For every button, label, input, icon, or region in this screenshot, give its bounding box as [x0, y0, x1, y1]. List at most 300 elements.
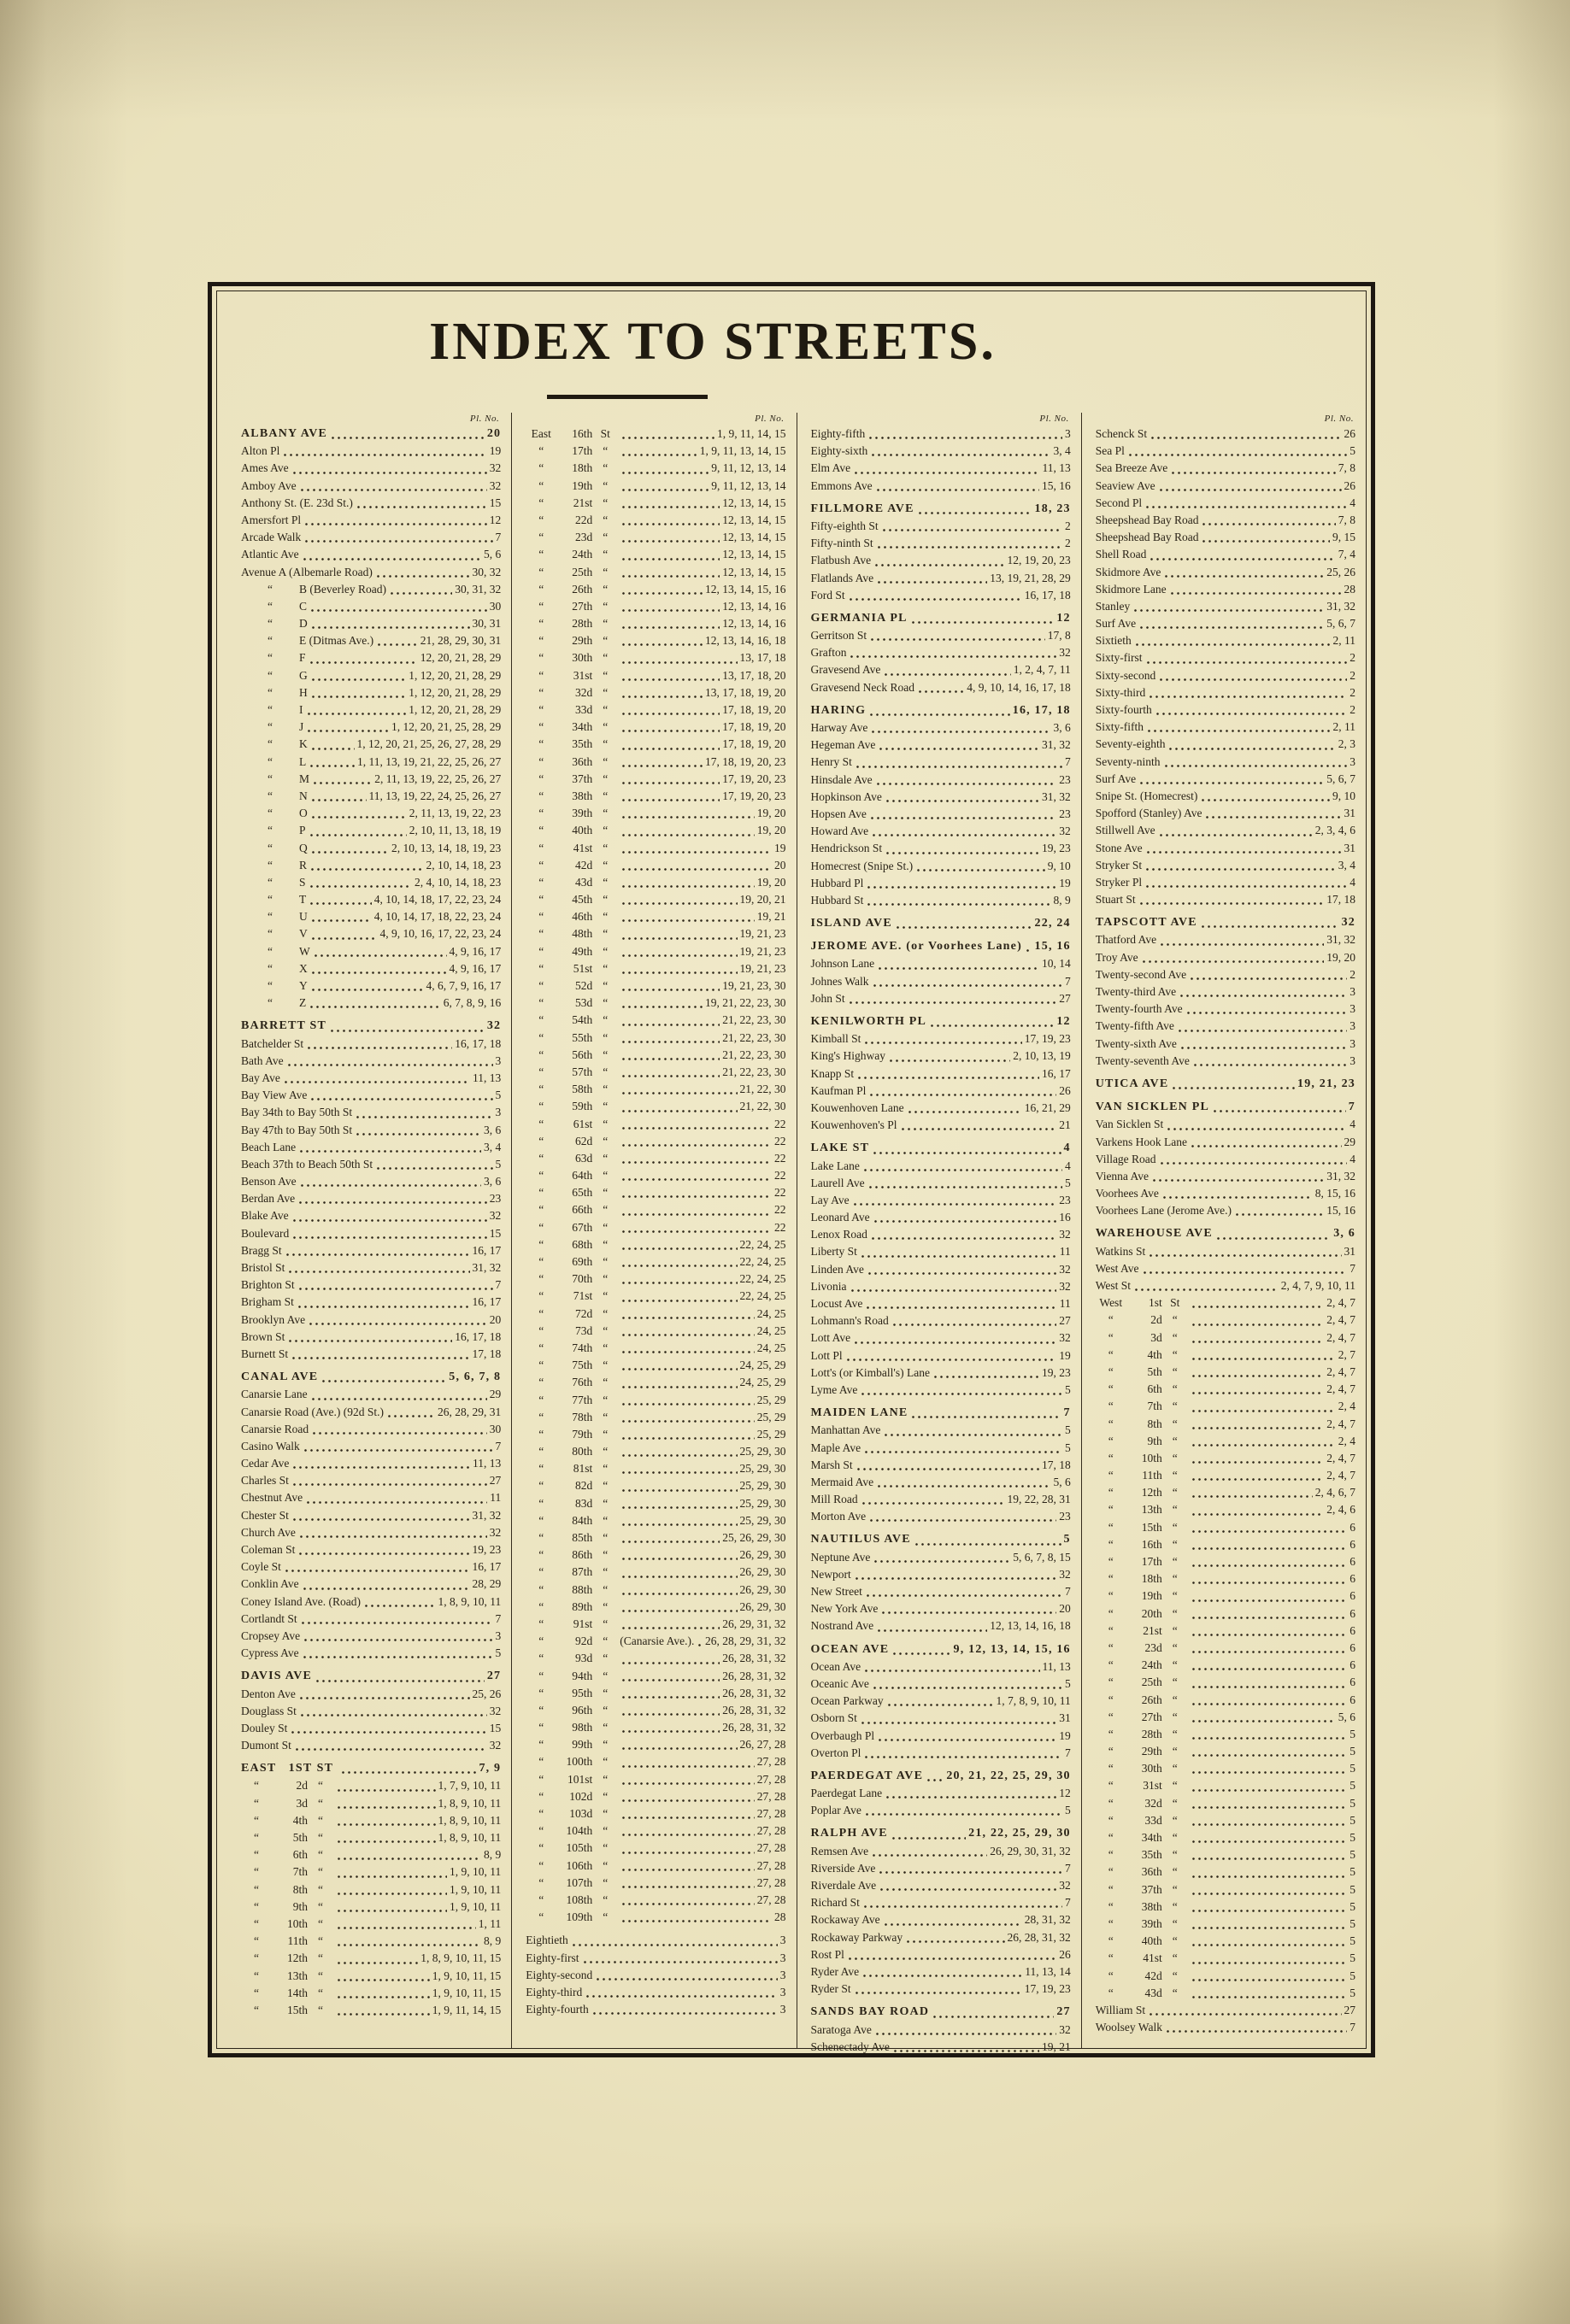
- entry-name: “ 40th “: [1108, 1934, 1178, 1948]
- entry-name: “ 41st “: [1108, 1951, 1178, 1965]
- entry-pages: 5: [1065, 1382, 1071, 1396]
- entry-pages: 22, 24, 25: [739, 1272, 786, 1286]
- entry-pages: 32: [1059, 1228, 1071, 1241]
- dot-leader: [1151, 1179, 1324, 1182]
- entry-pages: 6: [1349, 1623, 1355, 1637]
- entry-name: Fifty-eighth St: [810, 519, 879, 532]
- entry-pages: 23: [489, 1192, 502, 1206]
- entry-name: CANAL AVE: [241, 1370, 319, 1384]
- entry-name: “ 35th “: [538, 737, 609, 751]
- entry-pages: 23: [1059, 807, 1071, 820]
- entry-pages: 21, 22, 23, 30: [722, 1013, 786, 1027]
- dot-leader: [865, 1306, 1056, 1309]
- entry-pages: 32: [1059, 1331, 1071, 1345]
- index-row: [241, 840, 501, 857]
- index-row: [241, 788, 501, 805]
- dot-leader: [620, 1300, 737, 1302]
- index-row: [526, 1840, 785, 1857]
- index-row: [1096, 1347, 1355, 1364]
- dot-leader: [1191, 1478, 1325, 1481]
- entry-name: “ 42d “: [1108, 1969, 1178, 1982]
- index-row: [526, 805, 785, 822]
- dot-leader: [1191, 1996, 1348, 1998]
- dot-leader: [620, 1730, 720, 1733]
- entry-name: Shell Road: [1095, 548, 1147, 561]
- index-row: [241, 460, 501, 477]
- index-row: [1096, 1134, 1355, 1151]
- entry-name: “ 52d “: [538, 979, 609, 992]
- entry-name: Alton Pl: [241, 444, 280, 458]
- index-row: [241, 1611, 501, 1628]
- entry-name: Anthony St. (E. 23d St.): [241, 496, 353, 509]
- dot-leader: [620, 1713, 720, 1716]
- entry-name: “ 39th “: [538, 807, 609, 820]
- dot-leader: [311, 1432, 487, 1435]
- dot-leader: [375, 1167, 492, 1170]
- entry-name: Gravesend Neck Road: [810, 680, 914, 694]
- entry-name: “ 51st “: [538, 961, 609, 975]
- dot-leader: [852, 1203, 1057, 1206]
- entry-name: Brigham St: [241, 1295, 294, 1309]
- entry-pages: 31: [1344, 807, 1355, 820]
- index-row: [241, 1863, 501, 1881]
- entry-name: Sixty-third: [1095, 685, 1146, 699]
- entry-pages: 27: [489, 1474, 502, 1488]
- index-row: [526, 1443, 785, 1460]
- dot-leader: [860, 1393, 1062, 1395]
- entry-pages: 16: [1059, 1211, 1071, 1224]
- entry-pages: 13, 19, 21, 28, 29: [990, 571, 1071, 584]
- dot-leader: [697, 1644, 703, 1646]
- entry-name: DAVIS AVE: [241, 1670, 313, 1683]
- entry-name: “ 18th “: [1108, 1572, 1178, 1586]
- index-row: [811, 1693, 1071, 1710]
- entry-name: Thatford Ave: [1095, 933, 1157, 947]
- entry-pages: 4, 9, 10, 14, 16, 17, 18: [967, 680, 1071, 694]
- dot-leader: [1177, 1030, 1347, 1032]
- index-row: [811, 823, 1071, 840]
- dot-leader: [620, 1041, 720, 1043]
- dot-leader: [1145, 661, 1348, 664]
- entry-name: “ 38th “: [1108, 1899, 1178, 1913]
- dot-leader: [891, 1652, 950, 1655]
- index-row: [241, 1846, 501, 1863]
- entry-pages: 1, 7, 8, 9, 10, 11: [996, 1694, 1071, 1708]
- entry-name: “ 46th “: [538, 910, 609, 924]
- index-row: [241, 891, 501, 908]
- index-row: [241, 771, 501, 788]
- dot-leader: [883, 673, 1010, 676]
- entry-pages: 2, 10, 14, 18, 23: [426, 858, 502, 872]
- entry-pages: 18, 23: [1034, 502, 1071, 515]
- entry-pages: 12, 13, 14, 15: [722, 531, 786, 544]
- entry-name: Fifty-ninth St: [810, 537, 873, 550]
- dot-leader: [283, 1081, 470, 1083]
- entry-pages: 22, 24: [1034, 917, 1071, 930]
- dot-leader: [873, 564, 1004, 566]
- entry-name: Schenectady Ave: [810, 2039, 890, 2053]
- entry-pages: 21, 22, 23, 30: [722, 1048, 786, 1061]
- entry-pages: 32: [489, 1704, 502, 1717]
- entry-name: “ 87th “: [538, 1565, 609, 1579]
- dot-leader: [310, 937, 378, 940]
- entry-pages: 11, 13: [473, 1457, 502, 1470]
- index-row: [1096, 1398, 1355, 1415]
- index-row: [241, 478, 501, 495]
- entry-pages: 12, 13, 14, 15: [722, 496, 786, 509]
- entry-pages: 7: [1349, 2021, 1355, 2034]
- entry-name: “ S: [268, 875, 306, 889]
- entry-name: “ 13th “: [1108, 1503, 1178, 1517]
- entry-name: Ryder Ave: [810, 1964, 860, 1978]
- index-row: [1096, 529, 1355, 546]
- entry-pages: 19: [489, 444, 502, 458]
- entry-name: Hegeman Ave: [810, 738, 876, 752]
- entry-name: “ 2d “: [254, 1779, 323, 1793]
- index-row: [811, 737, 1071, 754]
- entry-pages: 7: [1065, 755, 1071, 769]
- index-row: [241, 1777, 501, 1794]
- dot-leader: [876, 581, 987, 584]
- index-row: [811, 518, 1071, 535]
- dot-leader: [915, 869, 1045, 872]
- index-row: [1096, 822, 1355, 839]
- dot-leader: [867, 1272, 1056, 1275]
- dot-leader: [1189, 977, 1347, 980]
- dot-leader: [620, 1489, 737, 1492]
- entry-pages: 1, 8, 9, 10, 11, 15: [420, 1951, 502, 1965]
- entry-name: Leonard Ave: [810, 1211, 870, 1224]
- entry-pages: 15, 16: [1326, 1204, 1355, 1218]
- entry-pages: 19, 20: [1326, 950, 1355, 964]
- index-row: [241, 1259, 501, 1276]
- index-row: [241, 1139, 501, 1156]
- index-row: [526, 1950, 785, 1967]
- dot-leader: [585, 1995, 778, 1998]
- dot-leader: [620, 868, 772, 871]
- index-row: [526, 701, 785, 719]
- index-row: [811, 1600, 1071, 1617]
- entry-name: “ 24th “: [1108, 1658, 1178, 1672]
- entry-pages: 4: [1349, 1152, 1355, 1165]
- dot-leader: [330, 437, 485, 439]
- index-row: [526, 822, 785, 839]
- entry-name: WAREHOUSE AVE: [1095, 1227, 1213, 1241]
- dot-leader: [872, 984, 1062, 987]
- entry-pages: 3: [779, 1951, 786, 1964]
- index-row: [526, 1822, 785, 1840]
- entry-pages: 5: [495, 1089, 502, 1102]
- entry-pages: 24, 25, 29: [739, 1376, 786, 1389]
- index-row: [526, 977, 785, 995]
- dot-leader: [1138, 626, 1324, 629]
- dot-leader: [312, 782, 372, 784]
- index-row: [811, 1785, 1071, 1802]
- index-row: [1096, 1467, 1355, 1484]
- entry-pages: 32: [1059, 1567, 1071, 1581]
- dot-leader: [854, 1992, 1022, 1994]
- entry-name: “ 77th “: [538, 1393, 609, 1406]
- dot-leader: [310, 695, 407, 698]
- entry-pages: 26, 29, 30, 31, 32: [990, 1844, 1071, 1857]
- index-row: [241, 1720, 501, 1737]
- index-row: [1096, 1243, 1355, 1260]
- index-row: [241, 425, 501, 443]
- entry-name: Brooklyn Ave: [241, 1312, 306, 1326]
- entry-pages: 2: [1349, 703, 1355, 716]
- dot-leader: [1191, 1582, 1348, 1584]
- entry-pages: 8, 9: [484, 1934, 502, 1948]
- index-row: [811, 679, 1071, 696]
- index-row: [526, 1323, 785, 1340]
- entry-pages: 11: [490, 1491, 502, 1505]
- entry-name: Stillwell Ave: [1095, 824, 1155, 837]
- index-row: [811, 1728, 1071, 1745]
- entry-pages: 7: [495, 1439, 502, 1452]
- entry-name: “ 72d “: [538, 1306, 609, 1320]
- index-row: [1096, 1657, 1355, 1674]
- entry-name: BARRETT ST: [241, 1019, 327, 1033]
- dot-leader: [620, 816, 755, 819]
- index-row: [811, 1065, 1071, 1083]
- index-row: [811, 1261, 1071, 1278]
- entry-pages: 5, 6, 7, 8: [449, 1370, 502, 1384]
- dot-leader: [1185, 1012, 1348, 1014]
- dot-leader: [620, 902, 737, 905]
- entry-name: Village Road: [1095, 1152, 1156, 1165]
- dot-leader: [1144, 885, 1347, 888]
- entry-name: Seventy-eighth: [1095, 737, 1166, 751]
- entry-pages: 3: [495, 1053, 502, 1067]
- entry-name: East 16th St: [531, 427, 610, 440]
- entry-name: “ O: [268, 807, 308, 820]
- entry-pages: 1, 9, 10, 11: [450, 1899, 502, 1913]
- entry-name: “ 104th “: [538, 1824, 609, 1838]
- index-row: [526, 1374, 785, 1391]
- dot-leader: [620, 626, 720, 629]
- index-row: [241, 495, 501, 512]
- entry-pages: 6: [1349, 1640, 1355, 1654]
- entry-pages: 7: [1065, 1585, 1071, 1598]
- entry-pages: 3: [779, 1934, 786, 1947]
- index-row: [526, 857, 785, 874]
- entry-pages: 27, 28: [756, 1858, 786, 1872]
- entry-name: “ 69th “: [538, 1255, 609, 1268]
- index-row: [811, 1347, 1071, 1364]
- entry-name: “ 26th “: [538, 582, 609, 596]
- dot-leader: [1146, 730, 1331, 732]
- dot-leader: [1149, 558, 1335, 560]
- entry-pages: 12, 13, 14, 16, 18: [705, 634, 786, 648]
- dot-leader: [1191, 1962, 1348, 1964]
- entry-pages: 26: [1344, 427, 1355, 440]
- index-row: [1096, 1674, 1355, 1691]
- entry-name: “ C: [268, 599, 308, 613]
- dot-leader: [910, 621, 1055, 624]
- index-row: [811, 1457, 1071, 1474]
- dot-leader: [883, 1923, 1022, 1926]
- entry-pages: 3, 4: [484, 1140, 502, 1153]
- dot-leader: [620, 748, 720, 750]
- entry-pages: 28: [1344, 582, 1355, 596]
- entry-pages: 17, 19, 20, 23: [722, 789, 786, 802]
- dot-leader: [309, 902, 372, 905]
- index-column-4: [1081, 413, 1366, 2048]
- entry-pages: 27, 28: [756, 1772, 786, 1786]
- entry-pages: 22: [774, 1117, 786, 1130]
- dot-leader: [620, 643, 703, 646]
- entry-pages: 2, 4, 10, 14, 18, 23: [415, 875, 502, 889]
- entry-pages: 2, 10, 13, 14, 18, 19, 23: [391, 841, 502, 854]
- entry-pages: 2, 11, 13, 19, 22, 25, 26, 27: [374, 772, 502, 785]
- entry-name: Berdan Ave: [241, 1192, 296, 1206]
- dot-leader: [386, 1415, 435, 1417]
- index-row: [811, 1825, 1071, 1842]
- dot-leader: [848, 1001, 1057, 1004]
- dot-leader: [620, 1265, 737, 1267]
- index-row: [526, 1857, 785, 1875]
- entry-pages: 25, 26: [472, 1687, 502, 1700]
- index-row: [1096, 1726, 1355, 1743]
- entry-pages: 20: [489, 1312, 502, 1326]
- dot-leader: [1159, 1162, 1348, 1165]
- entry-name: “ 85th “: [538, 1531, 609, 1544]
- entry-name: Bristol St: [241, 1261, 285, 1274]
- entry-pages: 20: [774, 858, 786, 872]
- index-row: [811, 875, 1071, 892]
- entry-pages: 24, 25: [756, 1341, 786, 1354]
- entry-pages: 17, 19, 23: [1024, 1032, 1071, 1046]
- dot-leader: [1191, 1840, 1348, 1843]
- index-row: [1096, 1760, 1355, 1777]
- entry-pages: 2, 11: [1332, 634, 1355, 648]
- index-row: [1096, 1553, 1355, 1570]
- dot-leader: [929, 1024, 1054, 1027]
- dot-leader: [336, 1996, 430, 1998]
- entry-name: Denton Ave: [241, 1687, 296, 1700]
- entry-pages: 5, 6: [484, 548, 502, 561]
- dot-leader: [620, 1834, 755, 1836]
- dot-leader: [876, 1485, 1050, 1488]
- entry-pages: 5: [1349, 1745, 1355, 1758]
- dot-leader: [620, 592, 703, 595]
- entry-name: “ 24th “: [538, 548, 609, 561]
- entry-name: Twenty-sixth Ave: [1095, 1036, 1177, 1050]
- plate-no-header: Pl. No.: [469, 414, 500, 424]
- entry-name: “ 9th “: [1108, 1434, 1178, 1447]
- entry-pages: 2, 3, 4, 6: [1314, 824, 1355, 837]
- entry-pages: 3, 6: [484, 1175, 502, 1188]
- dot-leader: [1191, 1651, 1348, 1653]
- entry-pages: 9, 15: [1332, 531, 1355, 544]
- dot-leader: [853, 472, 1039, 474]
- dot-leader: [620, 1627, 720, 1629]
- dot-leader: [1191, 1720, 1336, 1722]
- entry-name: “ 107th “: [538, 1875, 609, 1889]
- entry-name: FILLMORE AVE: [810, 502, 914, 515]
- entry-name: “ 10th “: [254, 1916, 323, 1930]
- entry-name: TAPSCOTT AVE: [1095, 916, 1197, 930]
- dot-leader: [891, 1837, 966, 1840]
- index-row: [241, 925, 501, 942]
- dot-leader: [1138, 902, 1325, 905]
- index-row: [1096, 443, 1355, 460]
- entry-pages: 7: [1348, 1100, 1355, 1114]
- entry-pages: 17, 18, 19, 20: [722, 703, 786, 716]
- dot-leader: [878, 748, 1039, 750]
- index-row: [241, 1916, 501, 1933]
- entry-pages: 2, 11: [1332, 720, 1355, 734]
- index-row: [241, 1122, 501, 1139]
- dot-leader: [315, 1680, 485, 1682]
- dot-leader: [1161, 1196, 1313, 1199]
- index-row: [811, 1549, 1071, 1566]
- entry-name: King's Highway: [810, 1049, 886, 1063]
- dot-leader: [1191, 1358, 1336, 1360]
- entry-pages: 5: [1349, 1779, 1355, 1793]
- entry-pages: 27: [1344, 2003, 1355, 2016]
- index-row: [1096, 1829, 1355, 1846]
- index-row: [241, 1421, 501, 1438]
- dot-leader: [298, 1697, 470, 1699]
- index-row: [1096, 1018, 1355, 1035]
- dot-leader: [286, 1064, 493, 1066]
- entry-pages: 20: [486, 427, 502, 440]
- dot-leader: [336, 1979, 430, 1981]
- entry-pages: 12, 20, 21, 28, 29: [420, 651, 502, 665]
- dot-leader: [620, 1213, 772, 1216]
- entry-pages: 30: [489, 599, 502, 613]
- entry-pages: 25, 29, 30: [739, 1513, 786, 1527]
- entry-pages: 30: [489, 1422, 502, 1435]
- entry-name: Sea Breeze Ave: [1095, 461, 1168, 475]
- index-row: [526, 1909, 785, 1926]
- index-row: [811, 1083, 1071, 1100]
- index-row: [811, 1226, 1071, 1243]
- entry-name: Hinsdale Ave: [810, 772, 873, 786]
- index-row: [811, 1802, 1071, 1819]
- entry-pages: 26, 28, 29, 31, 32: [705, 1634, 786, 1648]
- entry-pages: 16, 17: [1042, 1066, 1071, 1080]
- index-row: [526, 840, 785, 857]
- entry-name: HARING: [810, 703, 867, 717]
- entry-name: Surf Ave: [1095, 772, 1137, 785]
- entry-name: William St: [1095, 2003, 1146, 2016]
- index-column-2: [511, 413, 796, 2048]
- entry-name: “ K: [268, 737, 308, 751]
- entry-name: Cortlandt St: [241, 1611, 297, 1625]
- index-row: [526, 615, 785, 632]
- entry-name: Skidmore Lane: [1095, 582, 1167, 596]
- entry-pages: 11: [1059, 1245, 1071, 1259]
- index-row: [241, 874, 501, 891]
- entry-pages: 19, 21, 23: [1297, 1077, 1355, 1090]
- dot-leader: [336, 1840, 436, 1843]
- entry-name: “ P: [268, 824, 306, 837]
- index-row: [241, 1737, 501, 1754]
- entry-pages: 12: [1056, 611, 1071, 625]
- entry-pages: 20, 21, 22, 25, 29, 30: [946, 1769, 1071, 1782]
- dot-leader: [329, 1030, 485, 1032]
- entry-pages: 3: [495, 1629, 502, 1642]
- entry-pages: 21, 22, 23, 30: [722, 1065, 786, 1078]
- index-row: [1096, 1053, 1355, 1070]
- entry-pages: 5, 6: [1338, 1710, 1355, 1723]
- entry-pages: 7, 8: [1338, 513, 1355, 526]
- dot-leader: [917, 512, 1032, 514]
- dot-leader: [1191, 1599, 1348, 1602]
- entry-name: Overton Pl: [810, 1746, 861, 1759]
